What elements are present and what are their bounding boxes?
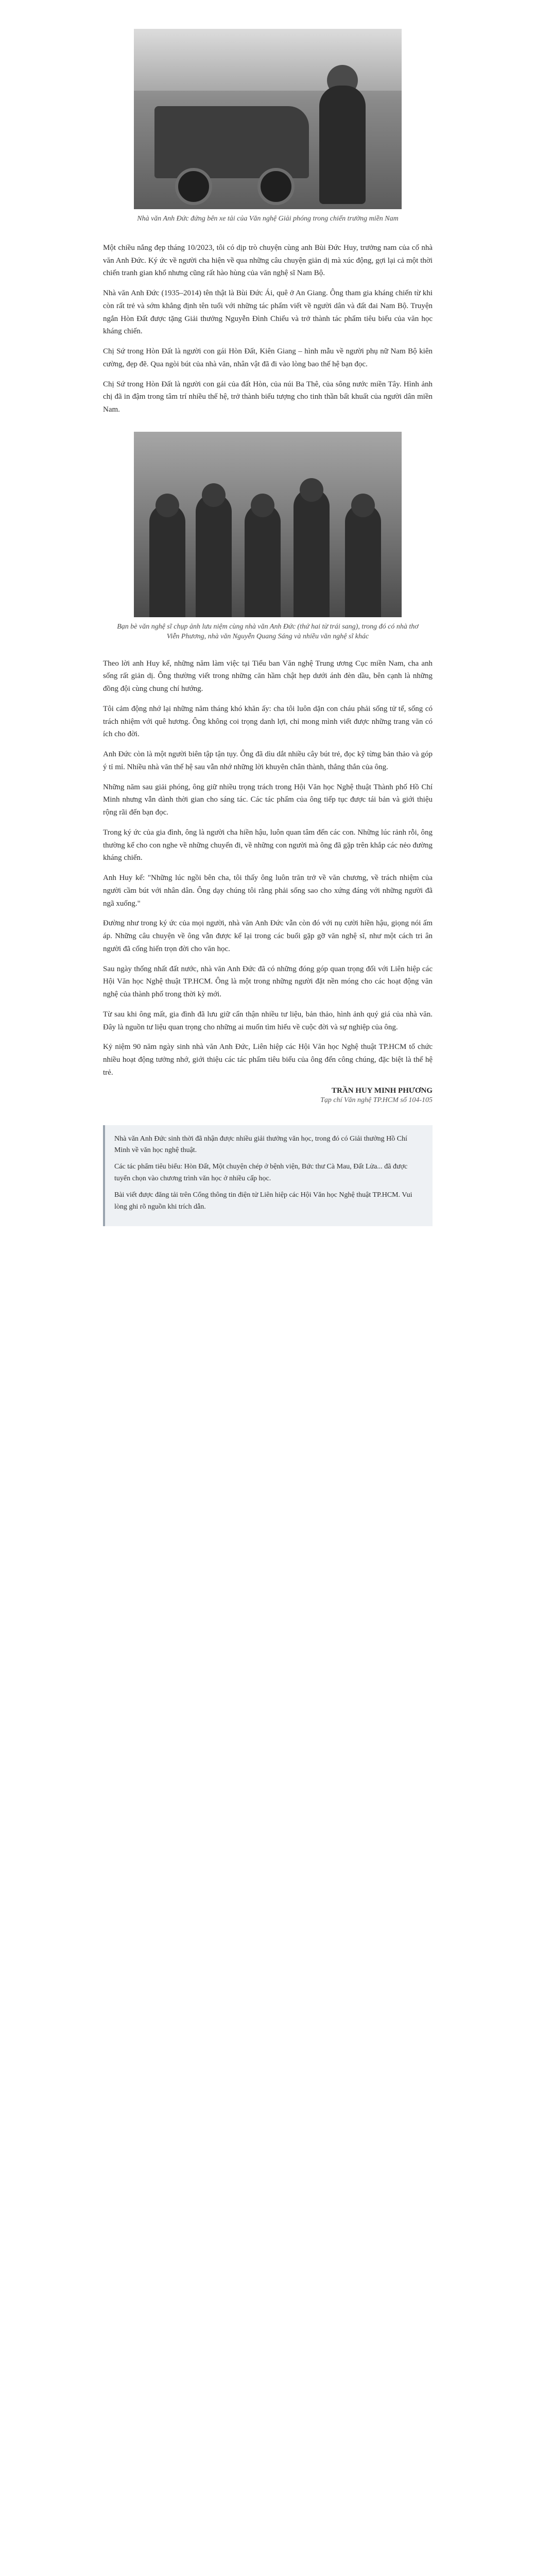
paragraph: Anh Đức còn là một người biên tập tận tụy. Ông đã dìu dắt nhiều cây bút trẻ, đọc kỹ từng bản thảo và góp ý tỉ mỉ. Nhiều nhà văn thế hệ sau vẫn nhớ những lời khuyên chân thành, thẳng thắn của ông. bbox=[103, 750, 433, 771]
author-note: Tạp chí Văn nghệ TP.HCM số 104-105 bbox=[320, 1096, 433, 1104]
note: Nhà văn Anh Đức sinh thời đã nhận được nhiều giải thưởng văn học, trong đó có Giải thưởng Hồ Chí Minh về văn học nghệ thuật. bbox=[114, 1134, 407, 1155]
body-text bbox=[82, 657, 453, 1079]
article bbox=[82, 0, 453, 1226]
photo-caption-1: Nhà văn Anh Đức đứng bên xe tải của Văn nghệ Giải phóng trong chiến trường miền Nam bbox=[137, 215, 399, 223]
paragraph: Tôi cảm động nhớ lại những năm tháng khó khăn ấy: cha tôi luôn dặn con cháu phải sống tử tế, sống có trách nhiệm với quê hương. Ông không coi trọng danh lợi, chỉ mong mình viết được những trang văn có ích cho đời. bbox=[103, 704, 433, 739]
paragraph: Từ sau khi ông mất, gia đình đã lưu giữ cẩn thận nhiều tư liệu, bản thảo, hình ảnh quý giá của nhà văn. Đây là nguồn tư liệu quan trọng cho những ai muốn tìm hiểu về cuộc đời và sự nghiệp của ông. bbox=[103, 1010, 433, 1031]
author-name: TRẦN HUY MINH PHƯƠNG bbox=[332, 1086, 433, 1095]
paragraph: Trong ký ức của gia đình, ông là người cha hiền hậu, luôn quan tâm đến các con. Những lúc rảnh rỗi, ông thường kể cho con nghe về những chuyến đi, về những con người mà ông đã gặp trên khắp các nẻo đường kháng chiến. bbox=[103, 828, 433, 862]
photo-caption-2: Bạn bè văn nghệ sĩ chụp ảnh lưu niệm cùng nhà văn Anh Đức (thứ hai từ trái sang), trong đó có nhà thơ Viễn Phương, nhà văn Nguyễn Quang Sáng và nhiều văn nghệ sĩ khác bbox=[117, 622, 419, 640]
article-photo-1 bbox=[134, 29, 402, 209]
paragraph: Sau ngày thống nhất đất nước, nhà văn Anh Đức đã có những đóng góp quan trọng đối với Liên hiệp các Hội Văn học Nghệ thuật TP.HCM. Ông là một trong những người đặt nền móng cho các hoạt động văn nghệ của thành phố trong thời kỳ mới. bbox=[103, 964, 433, 999]
paragraph: Theo lời anh Huy kể, những năm làm việc tại Tiểu ban Văn nghệ Trung ương Cục miền Nam, cha anh sống rất giản dị. Ông thường viết trong những căn hầm chật hẹp dưới ánh đèn dầu, bên cạnh là những đồng đội cùng chung chí hướng. bbox=[103, 659, 433, 693]
paragraph: Đường như trong ký ức của mọi người, nhà văn Anh Đức vẫn còn đó với nụ cười hiền hậu, giọng nói ấm áp. Những câu chuyện về ông vẫn được kể lại trong các buổi gặp gỡ văn nghệ sĩ, như một cách tri ân người đã cống hiến trọn đời cho văn học. bbox=[103, 919, 433, 953]
paragraph: Chị Sứ trong Hòn Đất là người con gái của đất Hòn, của núi Ba Thê, của sông nước miền Tây. Hình ảnh chị đã in đậm trong tâm trí nhiều thế hệ, trở thành biểu tượng cho tinh thần bất khuất của người dân miền Nam. bbox=[103, 380, 433, 414]
note: Bài viết được đăng tải trên Cổng thông tin điện tử Liên hiệp các Hội Văn học Nghệ thuật TP.HCM. Vui lòng ghi rõ nguồn khi trích dẫn. bbox=[114, 1191, 412, 1211]
notes-box bbox=[103, 1125, 433, 1226]
paragraph: Anh Huy kể: "Những lúc ngồi bên cha, tôi thấy ông luôn trăn trở về văn chương, về trách nhiệm của người cầm bút với nhân dân. Ông dạy chúng tôi rằng phải sống sao cho xứng đáng với những người đã ngã xuống." bbox=[103, 874, 433, 908]
intro-text bbox=[82, 242, 453, 416]
paragraph: Nhà văn Anh Đức (1935–2014) tên thật là Bùi Đức Ái, quê ở An Giang. Ông tham gia kháng chiến từ khi còn rất trẻ và sớm khẳng định tên tuổi với những tác phẩm viết về người dân và đất đai Nam Bộ. Truyện ngắn Hòn Đất được tặng Giải thưởng Nguyễn Đình Chiểu và trở thành tác phẩm tiêu biểu của văn học kháng chiến. bbox=[103, 289, 433, 336]
paragraph: Kỷ niệm 90 năm ngày sinh nhà văn Anh Đức, Liên hiệp các Hội Văn học Nghệ thuật TP.HCM tổ chức nhiều hoạt động tưởng nhớ, giới thiệu các tác phẩm tiêu biểu của ông đến công chúng, đặc biệt là thế hệ trẻ. bbox=[103, 1043, 433, 1077]
article-photo-2 bbox=[134, 432, 402, 617]
paragraph: Những năm sau giải phóng, ông giữ nhiều trọng trách trong Hội Văn học Nghệ thuật Thành phố Hồ Chí Minh nhưng vẫn dành thời gian cho sáng tác. Các tác phẩm của ông tiếp tục được tái bản và giới thiệu rộng rãi đến bạn đọc. bbox=[103, 783, 433, 817]
paragraph: Chị Sứ trong Hòn Đất là người con gái Hòn Đất, Kiên Giang – hình mẫu về người phụ nữ Nam Bộ kiên cường, đẹp đẽ. Qua ngòi bút của nhà văn, nhân vật đã đi vào lòng bao thế hệ bạn đọc. bbox=[103, 347, 433, 368]
paragraph: Một chiều nắng đẹp tháng 10/2023, tôi có dịp trò chuyện cùng anh Bùi Đức Huy, trưởng nam của cố nhà văn Anh Đức. Ký ức về người cha hiện về qua những câu chuyện giản dị mà xúc động, gợi lại cả một thời chiến tranh gian khổ nhưng cũng rất hào hùng của văn nghệ sĩ Nam Bộ. bbox=[103, 243, 433, 278]
note: Các tác phẩm tiêu biểu: Hòn Đất, Một chuyện chép ở bệnh viện, Bức thư Cà Mau, Đất Lửa... đã được tuyển chọn vào chương trình văn học ở nhiều cấp học. bbox=[114, 1163, 408, 1182]
